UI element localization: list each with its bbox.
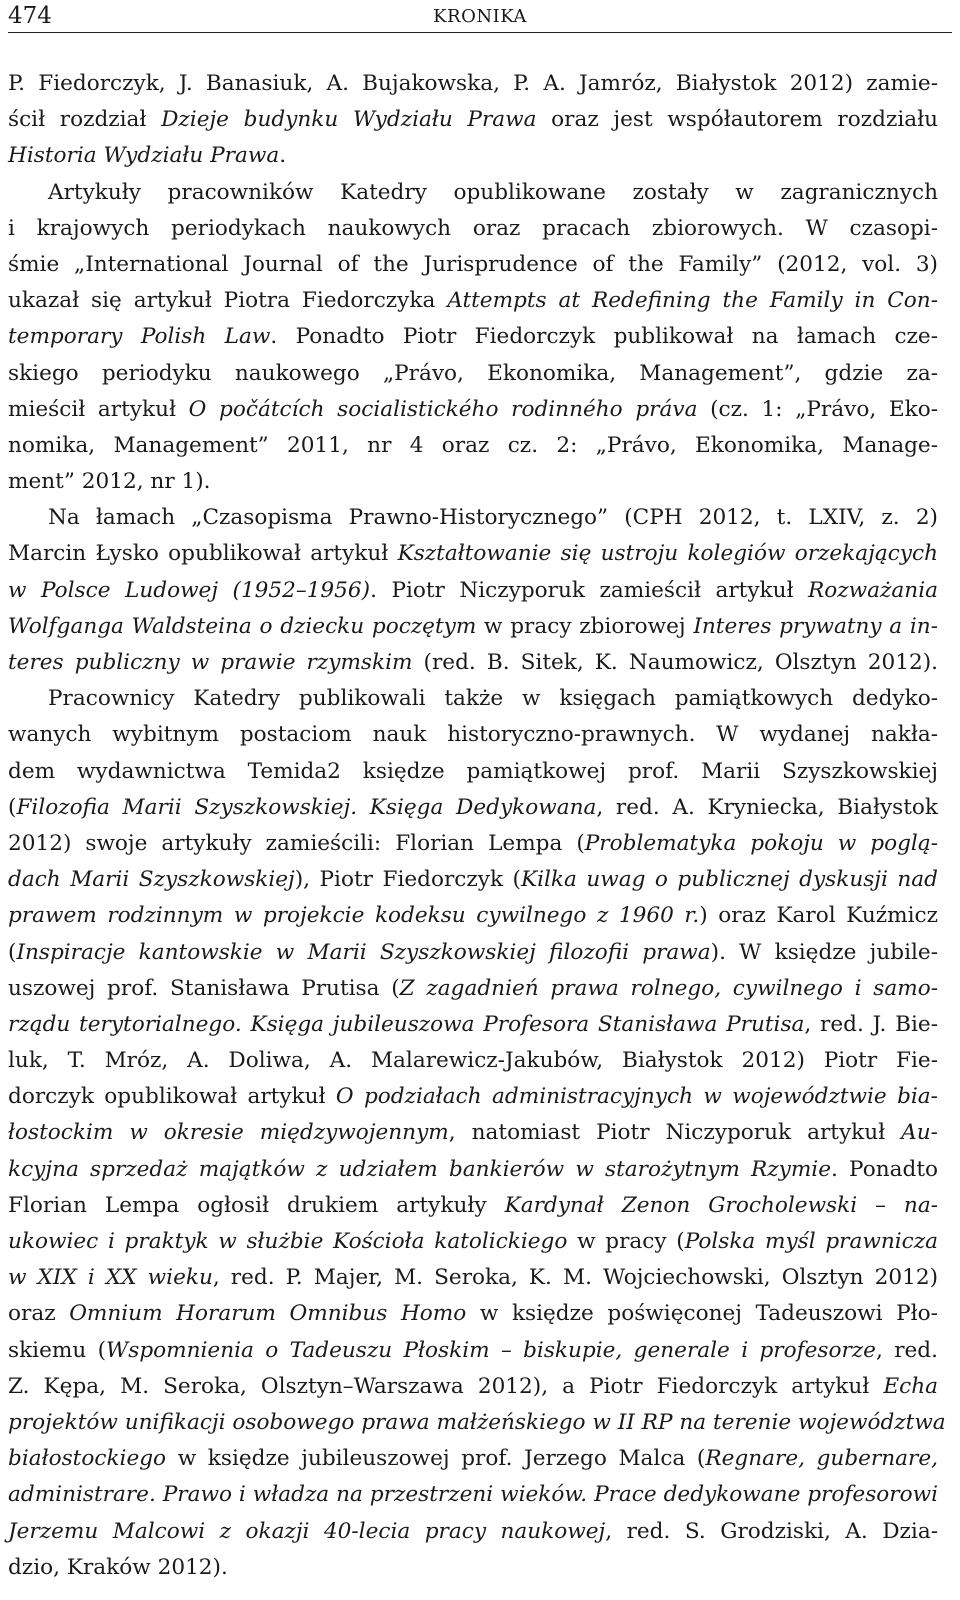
italic-title-text: Historia Wydziału Prawa	[8, 143, 280, 169]
text-line	[8, 1152, 938, 1188]
body-text-run: . Ponadto Piotr Fiedorczyk publikował na łamach cze-	[270, 324, 938, 350]
text-line	[8, 862, 938, 898]
body-text-run: Pracownicy Katedry publikowali także w księgach pamiątkowych dedyko-	[48, 686, 938, 712]
italic-title-text: Inspiracje kantowskie w Marii Szyszkowskiej filozofii prawa	[16, 939, 711, 965]
italic-title-text: administrare. Prawo i władza na przestrzeni wieków. Prace dedykowane profesorowi	[8, 1482, 938, 1508]
text-line	[8, 826, 938, 862]
text-line	[8, 247, 938, 283]
body-text-run: ) oraz Karol Kuźmicz	[699, 903, 939, 929]
text-line	[8, 971, 938, 1007]
body-text-run: nomika, Management” 2011, nr 4 oraz cz. 2: „Právo, Ekonomika, Manage-	[8, 432, 938, 458]
italic-title-text: teres publiczny w prawie rzymskim	[8, 650, 413, 675]
text-line	[8, 464, 938, 500]
text-line	[8, 102, 938, 138]
body-text-run: .	[279, 143, 287, 169]
body-text-run: , red.	[875, 1337, 938, 1363]
body-text-run: P. Fiedorczyk, J. Banasiuk, A. Bujakowska, P. A. Jamróz, Białystok 2012) zamie-	[8, 71, 938, 96]
text-line	[8, 1224, 938, 1260]
body-text-run: w pracy zbiorowej	[476, 613, 694, 639]
text-line	[8, 573, 938, 609]
text-line	[8, 717, 938, 753]
page-header	[8, 2, 952, 33]
text-line	[8, 1441, 938, 1477]
body-text-run: skiego periodyku naukowego „Právo, Ekonomika, Management”, gdzie za-	[8, 360, 938, 386]
body-text-run: (cz. 1: „Právo, Eko-	[697, 396, 938, 422]
italic-title-text: Wspomnienia o Tadeuszu Płoskim – biskupie, generale i profesorze	[106, 1337, 876, 1363]
text-line	[8, 428, 938, 464]
italic-title-text: łostockim w okresie międzywojennym	[8, 1120, 449, 1146]
text-line	[8, 1079, 938, 1115]
italic-title-text: w Polsce Ludowej (1952–1956)	[8, 577, 371, 603]
body-text-run: , red. A. Kryniecka, Białystok	[596, 794, 938, 820]
text-line	[8, 1188, 938, 1224]
body-text-run: Z. Kępa, M. Seroka, Olsztyn–Warszawa 2012), a Piotr Fiedorczyk artykuł	[8, 1373, 884, 1399]
body-text-run: ścił rozdział	[8, 107, 162, 133]
italic-title-text: prawem rodzinnym w projekcie kodeksu cywilnego z 1960 r.	[8, 903, 700, 929]
italic-title-text: Echa	[883, 1373, 938, 1399]
italic-title-text: Regnare, gubernare,	[705, 1446, 938, 1472]
italic-title-text: O podziałach administracyjnych w województwie bia-	[335, 1084, 938, 1110]
running-head: KRONIKA	[433, 6, 527, 27]
italic-title-text: Kardynał Zenon Grocholewski – na-	[504, 1192, 938, 1218]
italic-title-text: Z zagadnień prawa rolnego, cywilnego i samo-	[399, 975, 938, 1001]
italic-title-text: rządu terytorialnego. Księga jubileuszowa Profesora Stanisława Prutisa	[8, 1011, 805, 1037]
body-text-run: mieścił artykuł	[8, 396, 189, 422]
body-text-run: ), Piotr Fiedorczyk (	[294, 867, 521, 893]
body-text-run: (	[8, 939, 17, 965]
italic-title-text: dach Marii Szyszkowskiej	[8, 867, 295, 893]
body-text-run: oraz	[8, 1301, 70, 1327]
text-line	[8, 211, 938, 247]
body-text-run: wanych wybitnym postaciom nauk historyczno-prawnych. W wydanej nakła-	[8, 722, 938, 748]
text-line	[8, 790, 938, 826]
body-text-run: w księdze jubileuszowej prof. Jerzego Malca (	[166, 1446, 706, 1472]
italic-title-text: Kilka uwag o publicznej dyskusji nad	[520, 867, 938, 893]
body-text-run: Na łamach „Czasopisma Prawno-Historycznego” (CPH 2012, t. LXIV, z. 2)	[48, 505, 938, 531]
body-text-run: luk, T. Mróz, A. Doliwa, A. Malarewicz-Jakubów, Białystok 2012) Piotr Fie-	[8, 1048, 938, 1074]
text-line	[8, 1115, 938, 1151]
body-text-run: dzio, Kraków 2012).	[8, 1554, 228, 1580]
italic-title-text: Wolfganga Waldsteina o dziecku poczętym	[8, 613, 477, 639]
italic-title-text: Dzieje budynku Wydziału Prawa	[161, 107, 537, 133]
italic-title-text: Rozważania	[808, 577, 938, 603]
body-text	[8, 66, 946, 1586]
text-line	[8, 1514, 938, 1550]
text-line	[8, 1043, 938, 1079]
body-text-run: ment” 2012, nr 1).	[8, 469, 211, 495]
italic-title-text: Kształtowanie się ustroju kolegiów orzekających	[397, 541, 939, 567]
body-text-run: śmie „International Journal of the Jurisprudence of the Family” (2012, vol. 3)	[8, 251, 938, 277]
italic-title-text: Au-	[901, 1120, 938, 1146]
text-line	[8, 1477, 938, 1513]
body-text-run: i krajowych periodykach naukowych oraz pracach zbiorowych. W czasopi-	[8, 215, 938, 241]
italic-title-text: Jerzemu Malcowi z okazji 40-lecia pracy naukowej	[8, 1518, 606, 1544]
text-line	[8, 392, 938, 428]
text-line	[8, 1007, 938, 1043]
text-line	[8, 1260, 938, 1296]
body-text-run: dorczyk opublikował artykuł	[8, 1084, 336, 1110]
text-line	[8, 681, 938, 717]
body-text-run: uszowej prof. Stanisława Prutisa (	[8, 975, 400, 1001]
body-text-run: w pracy (	[567, 1229, 685, 1254]
text-line	[8, 356, 938, 392]
text-line	[8, 138, 938, 174]
body-text-run: , red. J. Bie-	[804, 1011, 938, 1037]
body-text-run: , natomiast Piotr Niczyporuk artykuł	[448, 1120, 902, 1146]
italic-title-text: Omnium Horarum Omnibus Homo	[69, 1301, 467, 1327]
body-text-run: Artykuły pracowników Katedry opublikowane zostały w zagranicznych	[48, 179, 938, 205]
body-text-run: w księdze poświęconej Tadeuszowi Pło-	[466, 1301, 938, 1327]
page-number: 474	[8, 3, 52, 29]
text-line	[8, 1369, 938, 1405]
text-line	[8, 1550, 938, 1586]
body-text-run: skiemu (	[8, 1337, 107, 1363]
text-line	[8, 1333, 938, 1369]
body-text-run: ). W księdze jubile-	[710, 939, 938, 965]
body-text-run: (	[8, 794, 17, 820]
text-line	[8, 66, 938, 102]
italic-title-text: Problematyka pokoju w poglą-	[584, 830, 938, 856]
text-line	[8, 175, 938, 211]
text-line	[8, 1405, 946, 1441]
body-text-run: ukazał się artykuł Piotra Fiedorczyka	[8, 288, 448, 314]
italic-title-text: projektów unifikacji osobowego prawa małżeńskiego w II RP na terenie województwa	[8, 1409, 946, 1435]
text-line	[8, 283, 938, 319]
text-line	[8, 1296, 938, 1332]
italic-title-text: Attempts at Redefining the Family in Con-	[447, 288, 938, 314]
text-line	[8, 609, 938, 645]
body-text-run: Florian Lempa ogłosił drukiem artykuły	[8, 1192, 505, 1218]
text-line	[8, 536, 938, 572]
text-line	[8, 319, 938, 355]
text-line	[8, 645, 938, 681]
body-text-run: (red. B. Sitek, K. Naumowicz, Olsztyn 2012).	[412, 650, 938, 675]
italic-title-text: temporary Polish Law	[8, 324, 271, 350]
italic-title-text: w XIX i XX wieku	[8, 1265, 213, 1291]
body-text-run: . Ponadto	[831, 1156, 938, 1182]
body-text-run: , red. P. Majer, M. Seroka, K. M. Wojciechowski, Olsztyn 2012)	[212, 1265, 939, 1291]
italic-title-text: Interes prywatny a in-	[693, 613, 938, 639]
body-text-run: Marcin Łysko opublikował artykuł	[8, 541, 398, 567]
text-line	[8, 500, 938, 536]
body-text-run: 2012) swoje artykuły zamieścili: Florian Lempa (	[8, 830, 585, 856]
text-line	[8, 898, 938, 934]
italic-title-text: kcyjna sprzedaż majątków z udziałem bankierów w starożytnym Rzymie	[8, 1156, 831, 1182]
text-line	[8, 754, 938, 790]
text-line	[8, 935, 938, 971]
italic-title-text: ukowiec i praktyk w służbie Kościoła katolickiego	[8, 1229, 568, 1254]
body-text-run: , red. S. Grodziski, A. Dzia-	[605, 1518, 938, 1544]
body-text-run: . Piotr Niczyporuk zamieścił artykuł	[370, 577, 809, 603]
body-text-run: oraz jest współautorem rozdziału	[536, 107, 939, 133]
body-text-run: dem wydawnictwa Temida2 księdze pamiątkowej prof. Marii Szyszkowskiej	[8, 758, 938, 784]
italic-title-text: O počátcích socialistického rodinného práva	[188, 396, 698, 422]
italic-title-text: Filozofia Marii Szyszkowskiej. Księga Dedykowana	[16, 794, 597, 820]
italic-title-text: białostockiego	[8, 1446, 167, 1472]
italic-title-text: Polska myśl prawnicza	[684, 1229, 938, 1254]
